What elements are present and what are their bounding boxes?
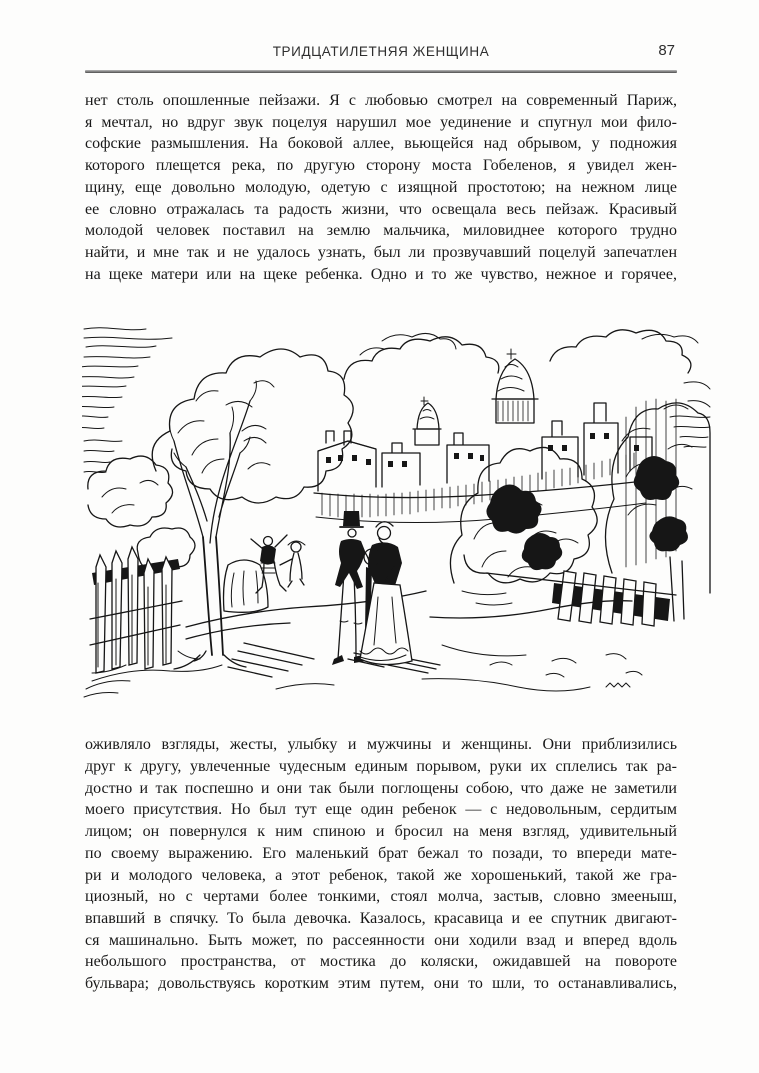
paragraph-bottom (85, 734, 677, 994)
chapter-title: ТРИДЦАТИЛЕТНЯЯ ЖЕНЩИНА (272, 44, 490, 59)
text-line: щину, еще довольно молодую, одетую с изящной простотою; на нежном лице (85, 178, 677, 196)
text-line: моего присутствия. Но был тут еще один ребенок — с недовольным, сердитым (85, 801, 677, 819)
text-line: по своему выражению. Его маленький брат бежал то позади, то впереди мате- (85, 844, 677, 862)
header-rule (85, 70, 677, 73)
text-line: друг к другу, увлеченные чудесным единым порывом, руки их сплелись так ра- (85, 758, 677, 776)
page-number: 87 (658, 42, 675, 59)
text-line: бульвара; довольствуясь коротким этим путем, они то шли, то останавливались, (85, 975, 677, 993)
text-line: ся машинально. Быть может, по рассеянности они ходили взад и вперед вдоль (85, 931, 677, 949)
text-line: небольшого пространства, от мостика до коляски, ожидавшей на повороте (85, 953, 677, 971)
text-line: нет столь опошленные пейзажи. Я с любовью смотрел на современный Париж, (85, 92, 677, 109)
illustration-figure (82, 321, 712, 703)
text-line: на щеке матери или на щеке ребенка. Одно и то же чувство, нежное и горячее, (85, 265, 677, 283)
text-line: оживляло взгляды, жесты, улыбку и мужчины и женщины. Они приблизились (85, 736, 677, 754)
paragraph-top (85, 90, 677, 285)
text-line: я мечтал, но вдруг звук поцелуя нарушил мое уединение и спугнул мои фило- (85, 113, 677, 131)
text-line: найти, и мне так и не удалось узнать, был ли прозвучавший поцелуй запечатлен (85, 243, 677, 261)
text-line: ри и молодого человека, а этот ребенок, такой же хорошенький, такой же гра- (85, 866, 677, 884)
park-scene-illustration (82, 321, 712, 703)
text-line: молодой человек поставил на землю мальчика, миловиднее которого трудно (85, 222, 677, 240)
text-line: которого плещется река, по другую сторону моста Гобеленов, я увидел жен- (85, 157, 677, 175)
text-line: лицом; он повернулся к ним спиною и бросил на меня взгляд, удивительный (85, 823, 677, 841)
text-line: софские размышления. На боковой аллее, вьющейся над обрывом, у подножия (85, 135, 677, 153)
running-head (85, 0, 677, 62)
text-line: циозный, но с чертами более тонкими, стоял молча, застыв, словно змееныш, (85, 888, 677, 906)
text-line: достно и так поспешно и они так были поглощены собою, что даже не заметили (85, 779, 677, 797)
text-line: впавший в спячку. То была девочка. Казалось, красавица и ее спутник двигают- (85, 909, 677, 927)
text-line: ее словно отражалась та радость жизни, что освещала весь пейзаж. Красивый (85, 200, 677, 218)
